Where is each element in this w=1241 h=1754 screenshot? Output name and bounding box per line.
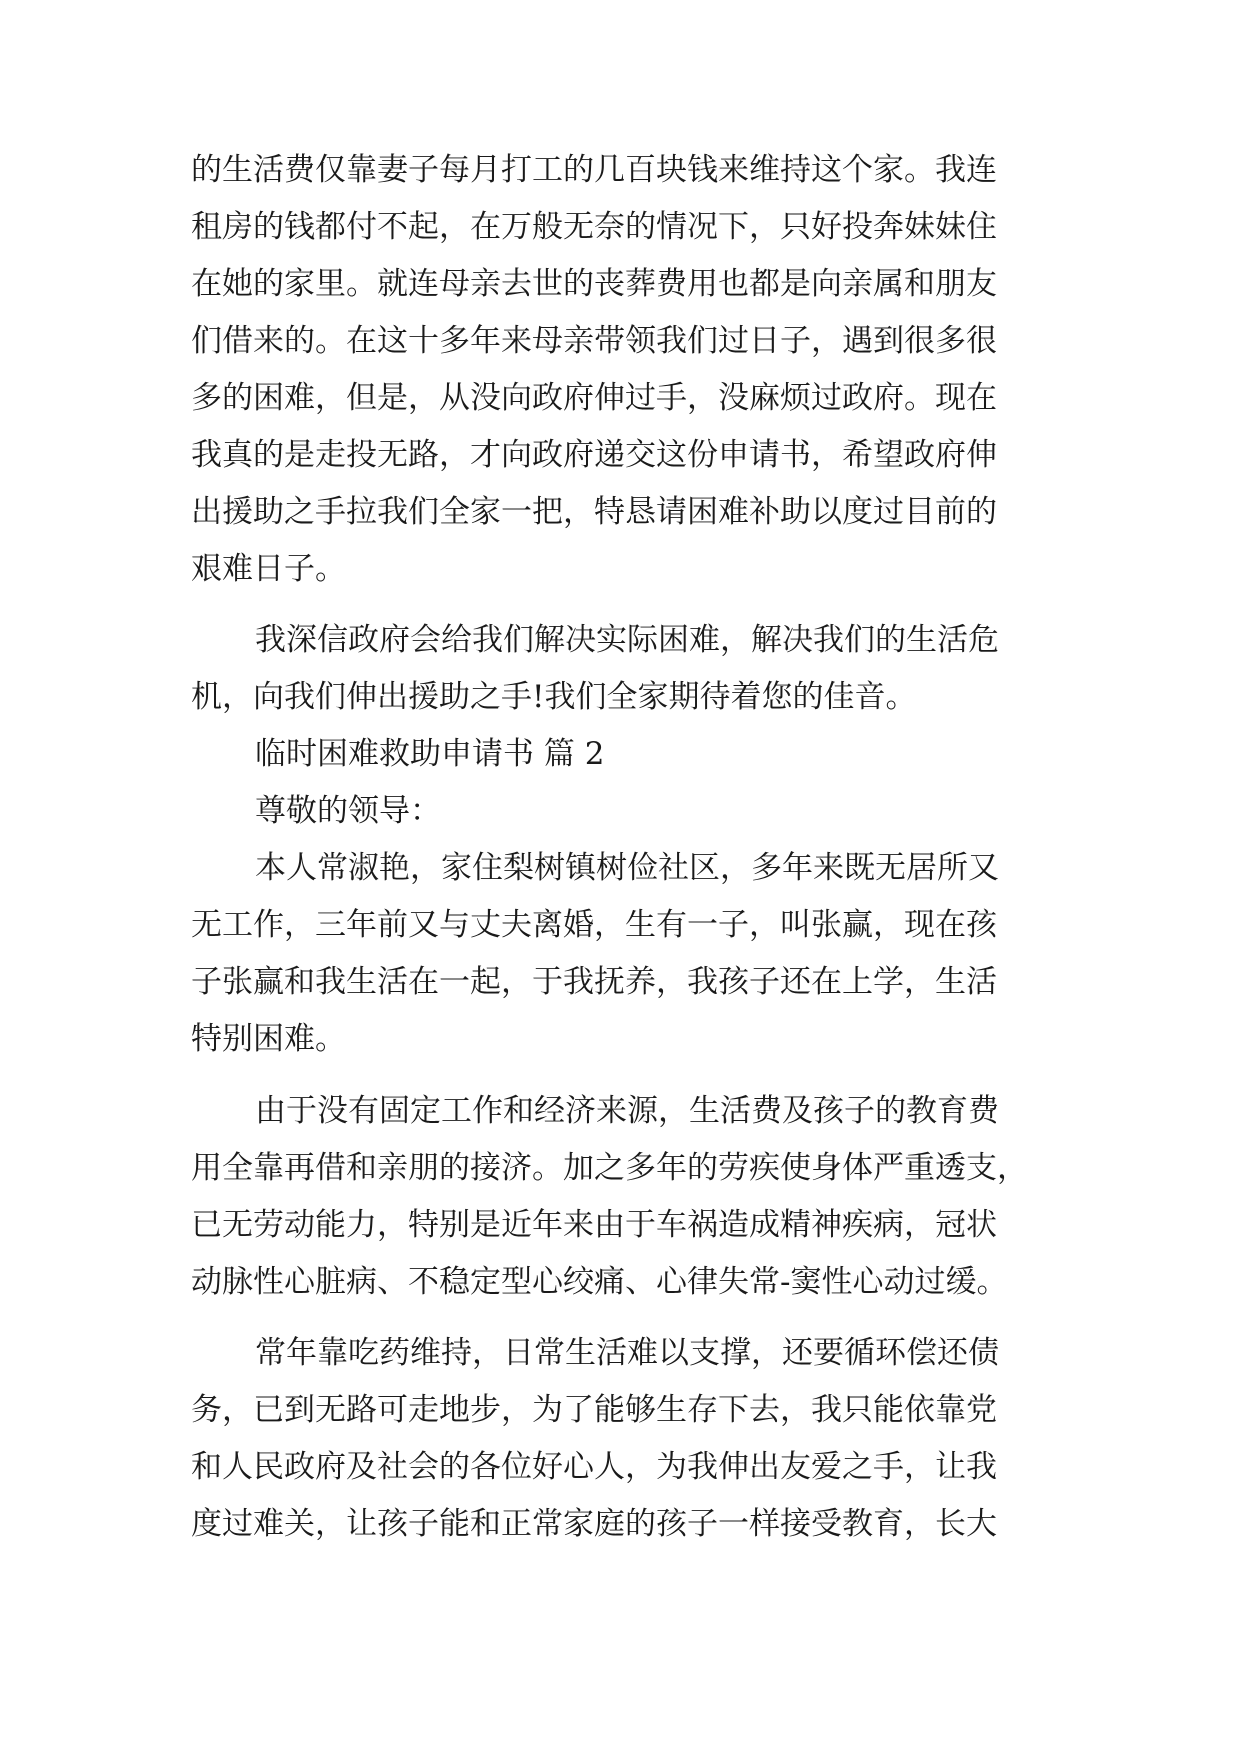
text-line: 动脉性心脏病、不稳定型心绞痛、心律失常-窦性心动过缓。: [191, 1264, 1008, 1300]
text-line: 艰难日子。: [191, 551, 346, 587]
text-line: 特别困难。: [191, 1021, 346, 1057]
text-line: 在她的家里。就连母亲去世的丧葬费用也都是向亲属和朋友: [191, 266, 997, 302]
text-line: 们借来的。在这十多年来母亲带领我们过日子，遇到很多很: [191, 323, 997, 359]
text-line: 无工作，三年前又与丈夫离婚，生有一子，叫张赢，现在孩: [191, 907, 997, 943]
paragraph-start-line: 由于没有固定工作和经济来源，生活费及孩子的教育费: [255, 1093, 999, 1129]
paragraph-start-line: 我深信政府会给我们解决实际困难，解决我们的生活危: [255, 622, 999, 658]
salutation: 尊敬的领导：: [255, 793, 441, 829]
text-line: 我真的是走投无路，才向政府递交这份申请书，希望政府伸: [191, 437, 997, 473]
text-line: 度过难关，让孩子能和正常家庭的孩子一样接受教育，长大: [191, 1506, 997, 1542]
text-line: 子张赢和我生活在一起，于我抚养，我孩子还在上学，生活: [191, 964, 997, 1000]
text-line: 出援助之手拉我们全家一把，特恳请困难补助以度过目前的: [191, 494, 997, 530]
text-line: 用全靠再借和亲朋的接济。加之多年的劳疾使身体严重透支，: [191, 1150, 1028, 1186]
text-line: 多的困难，但是，从没向政府伸过手，没麻烦过政府。现在: [191, 380, 997, 416]
paragraph-start-line: 本人常淑艳，家住梨树镇树俭社区，多年来既无居所又: [255, 850, 999, 886]
text-line: 务，已到无路可走地步，为了能够生存下去，我只能依靠党: [191, 1392, 997, 1428]
text-line: 机，向我们伸出援助之手!我们全家期待着您的佳音。: [191, 679, 917, 715]
text-line: 和人民政府及社会的各位好心人，为我伸出友爱之手，让我: [191, 1449, 997, 1485]
text-line: 的生活费仅靠妻子每月打工的几百块钱来维持这个家。我连: [191, 152, 997, 188]
text-line: 租房的钱都付不起，在万般无奈的情况下，只好投奔妹妹住: [191, 209, 997, 245]
section-heading: 临时困难救助申请书 篇 2: [255, 736, 605, 772]
paragraph-start-line: 常年靠吃药维持，日常生活难以支撑，还要循环偿还债: [255, 1335, 999, 1371]
text-line: 已无劳动能力，特别是近年来由于车祸造成精神疾病，冠状: [191, 1207, 997, 1243]
